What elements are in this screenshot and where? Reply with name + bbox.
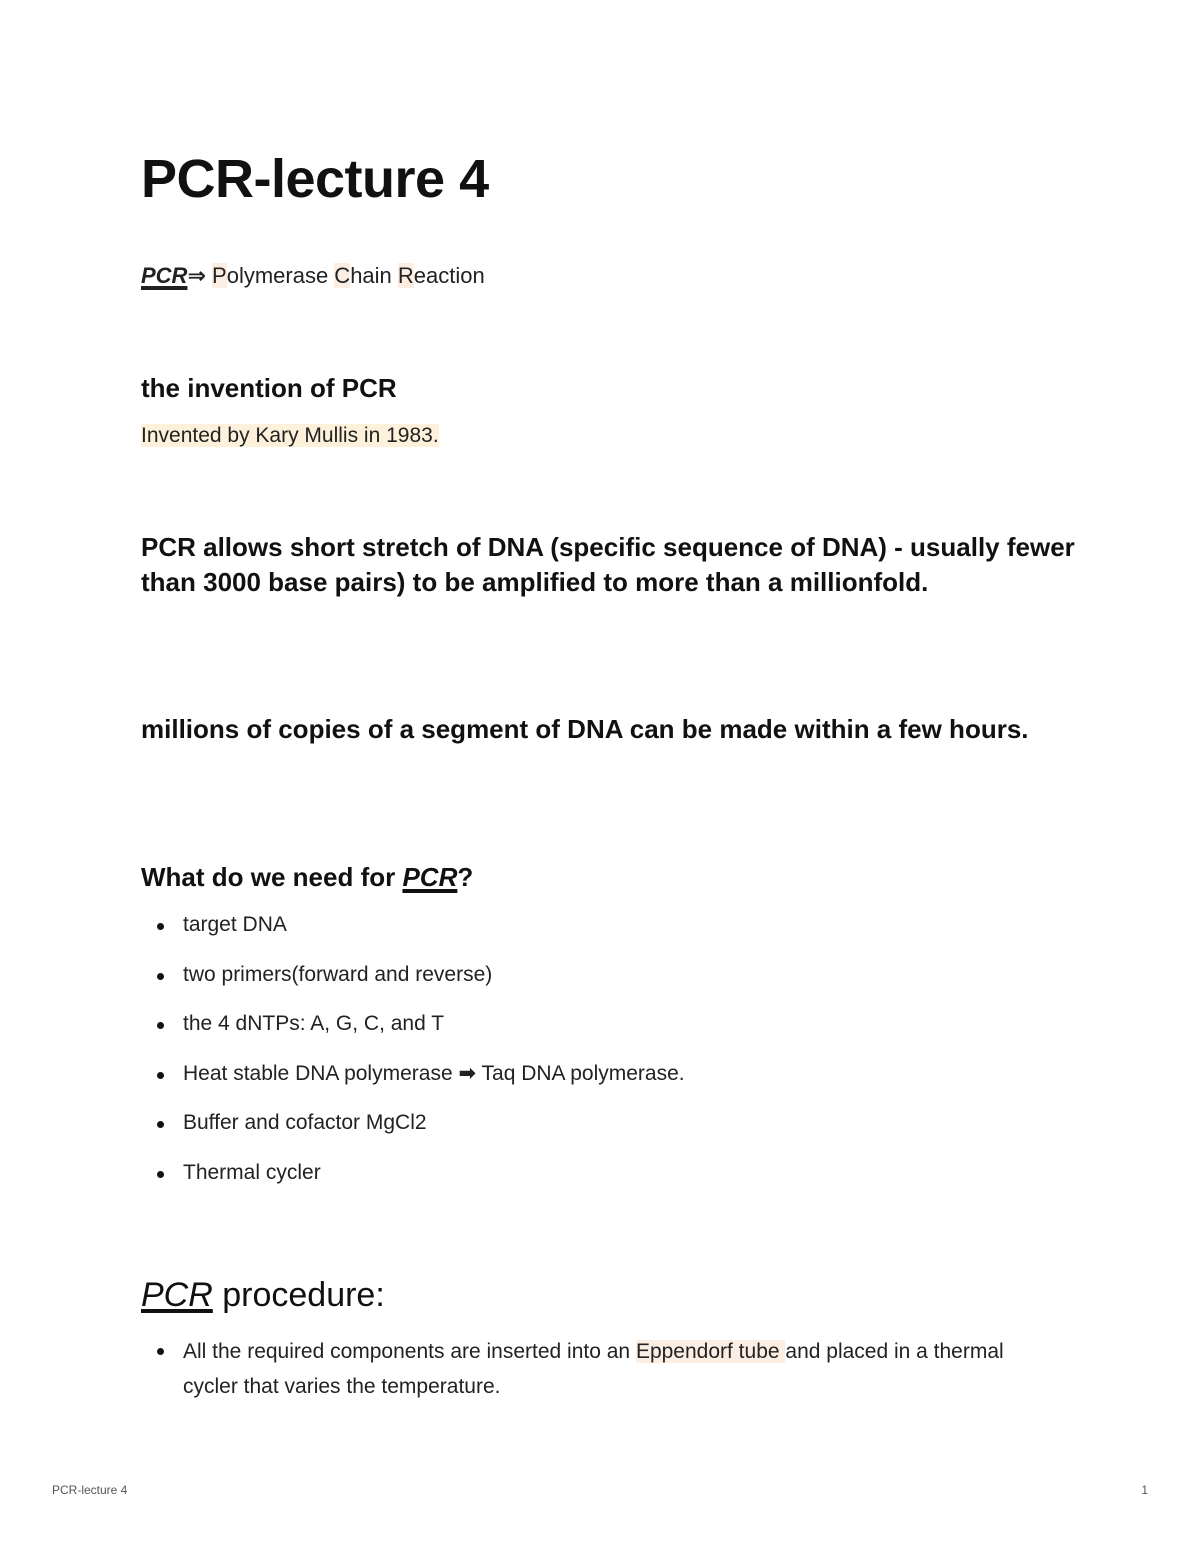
requirements-heading-prefix: What do we need for	[141, 862, 403, 892]
bullet-icon	[157, 1072, 164, 1079]
requirements-heading-term: PCR	[402, 862, 458, 892]
list-item-suffix: Taq DNA polymerase.	[476, 1061, 685, 1085]
invention-highlight: Invented by Kary Mullis in 1983.	[141, 424, 439, 447]
list-item-text: two primers(forward and reverse)	[183, 962, 493, 986]
copies-paragraph: millions of copies of a segment of DNA can be made within a few hours.	[141, 714, 1029, 744]
procedure-list	[141, 1334, 1041, 1404]
bullet-icon	[157, 1348, 164, 1355]
word-rest-r: eaction	[413, 263, 485, 288]
procedure-heading	[141, 1273, 385, 1317]
bullet-icon	[157, 923, 164, 930]
list-item	[141, 1334, 1041, 1404]
requirements-list	[141, 910, 685, 1207]
list-item	[141, 910, 685, 960]
list-item	[141, 1009, 685, 1059]
procedure-item-highlight: Eppendorf tube	[635, 1340, 786, 1363]
word-rest-c: hain	[350, 263, 398, 288]
letter-c: C	[334, 263, 351, 288]
list-item-text: Heat stable DNA polymerase	[183, 1061, 459, 1085]
list-item	[141, 1158, 685, 1208]
requirements-heading-suffix: ?	[457, 862, 474, 892]
procedure-heading-term: PCR	[141, 1276, 213, 1314]
requirements-heading	[141, 860, 473, 894]
bullet-icon	[157, 973, 164, 980]
list-item-text: target DNA	[183, 913, 287, 936]
list-item	[141, 1059, 685, 1109]
invention-heading: the invention of PCR	[141, 373, 397, 403]
invention-text	[141, 423, 439, 449]
bullet-icon	[157, 1171, 164, 1178]
acronym-definition	[141, 262, 485, 290]
footer-page-number: 1	[1141, 1483, 1148, 1497]
right-arrow-icon: ➡	[458, 1061, 477, 1085]
word-rest-p: olymerase	[226, 263, 335, 288]
procedure-item-prefix: All the required components are inserted into an	[183, 1340, 636, 1363]
bullet-icon	[157, 1022, 164, 1029]
pcr-description-paragraph: PCR allows short stretch of DNA (specific sequence of DNA) - usually fewer than 3000 base pairs) to be amplified to more than a millionfold.	[141, 532, 1075, 597]
procedure-heading-suffix: procedure:	[212, 1276, 385, 1314]
list-item	[141, 960, 685, 1010]
page-title: PCR-lecture 4	[141, 149, 489, 209]
letter-r: R	[397, 263, 414, 288]
list-item-text: Thermal cycler	[183, 1160, 321, 1184]
bullet-icon	[157, 1121, 164, 1128]
footer-doc-name: PCR-lecture 4	[52, 1483, 128, 1497]
pcr-term: PCR	[141, 263, 188, 288]
list-item	[141, 1108, 685, 1158]
procedure-item-suffix: and placed in a thermal cycler that varies the temperature.	[183, 1340, 1004, 1398]
list-item-text: Buffer and cofactor MgCl2	[183, 1111, 427, 1134]
list-item-text: the 4 dNTPs: A, G, C, and T	[183, 1012, 445, 1035]
letter-p: P	[212, 263, 227, 288]
arrow-icon: ⇒	[187, 263, 206, 288]
